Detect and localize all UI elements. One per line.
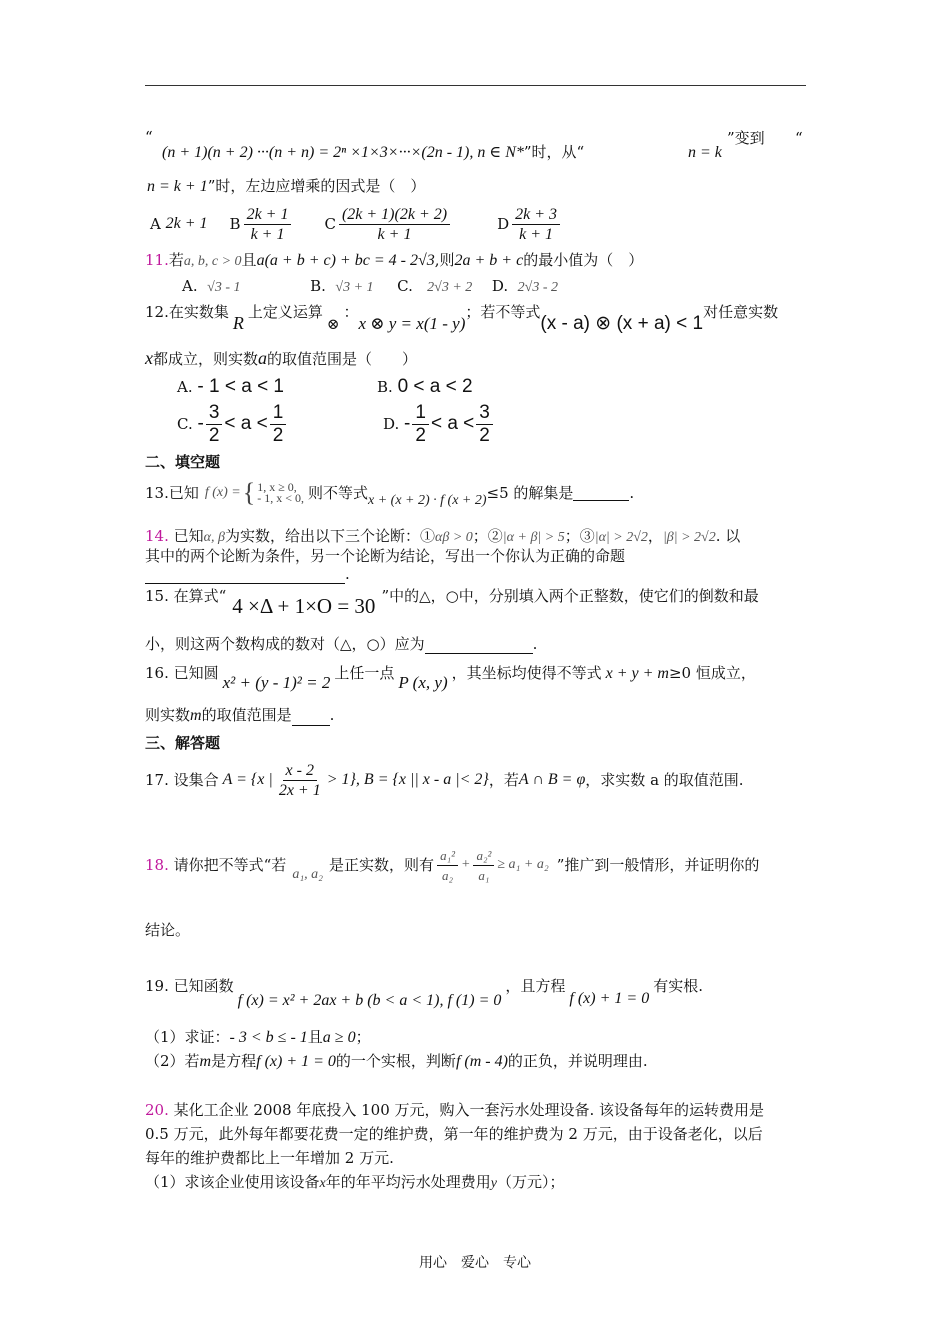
q14-answer-line: . — [145, 564, 350, 584]
q14-line2: 其中的两个论断为条件，另一个论断为结论，写出一个你认为正确的命题 — [145, 547, 626, 565]
q10-quote3: “ — [795, 129, 803, 147]
q10-formula-line: (n + 1)(n + 2) ···(n + n) = 2ⁿ ×1×3×···×(2n - 1), n ∈ N*”时，从“ — [162, 143, 585, 161]
section-fill-in-title: 二、填空题 — [145, 453, 221, 471]
q10-case-from: n = k — [688, 144, 722, 161]
q10-options: A 2k + 1 B $\frac{2k + 1}{k + 1}$ C $\frac{(2k + 1)(2k + 2)}{k + 1}$ D $\frac{2k + 3}{k + 1}$ — [150, 202, 563, 246]
q10-text2: ”变到 — [727, 129, 765, 147]
q15-answer-blank[interactable] — [425, 639, 533, 654]
section-solve-title: 三、解答题 — [145, 734, 221, 752]
q16-stem: 16. 已知圆 x² + (y - 1)² = 2 上任一点 P (x, y) ，其坐标均使得不等式 x + y + m≥0 恒成立， — [145, 664, 756, 692]
q15-stem: 15. 在算式“ 4 ×Δ + 1×O = 30 ”中的△，○中，分别填入两个正整数，使它们的倒数和最 — [145, 587, 759, 618]
header-rule — [145, 85, 806, 86]
q11-stem: 11.若a, b, c > 0且a(a + b + c) + bc = 4 - 2√3,则2a + b + c的最小值为（ ） — [145, 251, 644, 269]
q14-answer-blank[interactable] — [145, 569, 345, 584]
q15-line2: 小，则这两个数构成的数对（△，○）应为 . — [145, 635, 538, 653]
q17-stem: 17. 设集合 A = {x | $\frac{x - 2}{2x + 1}$ > 1}, B = {x || x - a |< 2} ，若 A ∩ B = φ ，求实数 a 的取值范围. — [145, 761, 744, 799]
q12-option-c: C. - 3 2 < a < 1 2 — [177, 400, 288, 448]
q18-line2: 结论。 — [145, 921, 191, 939]
q16-answer-blank[interactable] — [292, 711, 330, 726]
q13-answer-blank[interactable] — [573, 486, 629, 501]
q19-stem: 19. 已知函数f (x) = x² + 2ax + b (b < a < 1), f (1) = 0，且方程f (x) + 1 = 0有实根. — [145, 977, 703, 1009]
q14-stem: 14. 已知α, β为实数，给出以下三个论断：①αβ > 0；②|α + β| > 5；③|α| > 2√2，|β| > 2√2. 以 — [145, 527, 741, 545]
q12-c-fraction-2: 1 2 — [270, 402, 287, 447]
q13-stem: 13.已知 f (x) = { 1, x ≥ 0, - 1, x < 0, 则不等式 x + (x + 2) · f (x + 2) ≤5 的解集是 . — [145, 478, 635, 508]
q19-part1: （1）求证：- 3 < b ≤ - 1且a ≥ 0； — [145, 1028, 371, 1046]
q18-fraction-1: $\frac{\text{a₁²}}{\text{a₂}}$ — [437, 846, 458, 885]
q11-options: A. √3 - 1 B. √3 + 1 C. 2√3 + 2 D. 2√3 - 2 — [182, 277, 559, 295]
q12-stem: 12.在实数集R上定义运算⊗：x ⊗ y = x(1 - y)；若不等式(x - a) ⊗ (x + a) < 1对任意实数 — [145, 303, 779, 334]
q20-part1: （1）求该企业使用该设备x年的年平均污水处理费用y（万元）； — [145, 1173, 565, 1191]
q20-line3: 每年的维护费都比上一年增加 2 万元. — [145, 1149, 394, 1167]
q17-fraction: $\frac{x - 2}{2x + 1}$ — [278, 761, 321, 799]
page-footer: 用心 爱心 专心 — [419, 1255, 531, 1271]
q12-option-b: B. 0 < a < 2 — [377, 376, 473, 397]
brace-icon: { — [242, 478, 256, 507]
q10-line2: n = k + 1”时，左边应增乘的因式是（ ） — [147, 177, 426, 195]
q20-line2: 0.5 万元，此外每年都要花费一定的维护费，第一年的维护费为 2 万元，由于设备老化，以后 — [145, 1125, 763, 1143]
q19-part2: （2）若m是方程f (x) + 1 = 0的一个实根，判断f (m - 4)的正负，并说明理由. — [145, 1052, 648, 1070]
q10-line1: “ — [145, 128, 153, 146]
q10-option-b-fraction: $\frac{2k + 1}{k + 1}$ — [244, 205, 292, 244]
q12-option-d: D. - 1 2 < a < 3 2 — [383, 400, 495, 448]
q18-fraction-2: $\frac{\text{a₂²}}{\text{a₁}}$ — [473, 846, 494, 885]
q12-d-fraction-1: 1 2 — [412, 402, 429, 447]
q13-cases: 1, x ≥ 0, - 1, x < 0, — [257, 480, 304, 505]
q10-option-c-fraction: $\frac{(2k + 1)(2k + 2)}{k + 1}$ — [339, 205, 450, 244]
q12-c-fraction-1: 3 2 — [206, 402, 223, 447]
q12-stem-line2: x都成立，则实数a的取值范围是（ ） — [145, 348, 418, 368]
q16-line2: 则实数m的取值范围是 . — [145, 706, 335, 724]
q20-line1: 20. 某化工企业 2008 年底投入 100 万元，购入一套污水处理设备. 该设备每年的运转费用是 — [145, 1101, 765, 1119]
q18-stem: 18. 请你把不等式“若 a₁, a₂ 是正实数，则有 $\frac{\text{a₁²}}{\text{a₂}}$ + $\frac{\text{a₂²}}{\text{a₁}}$ ≥ a₁ + a₂ ”推广到一般情形，并证明你的 — [145, 847, 760, 883]
q12-options-ab: A. - 1 < a < 1 — [177, 376, 285, 397]
q10-option-d-fraction: $\frac{2k + 3}{k + 1}$ — [512, 205, 560, 244]
q12-d-fraction-2: 3 2 — [476, 402, 493, 447]
